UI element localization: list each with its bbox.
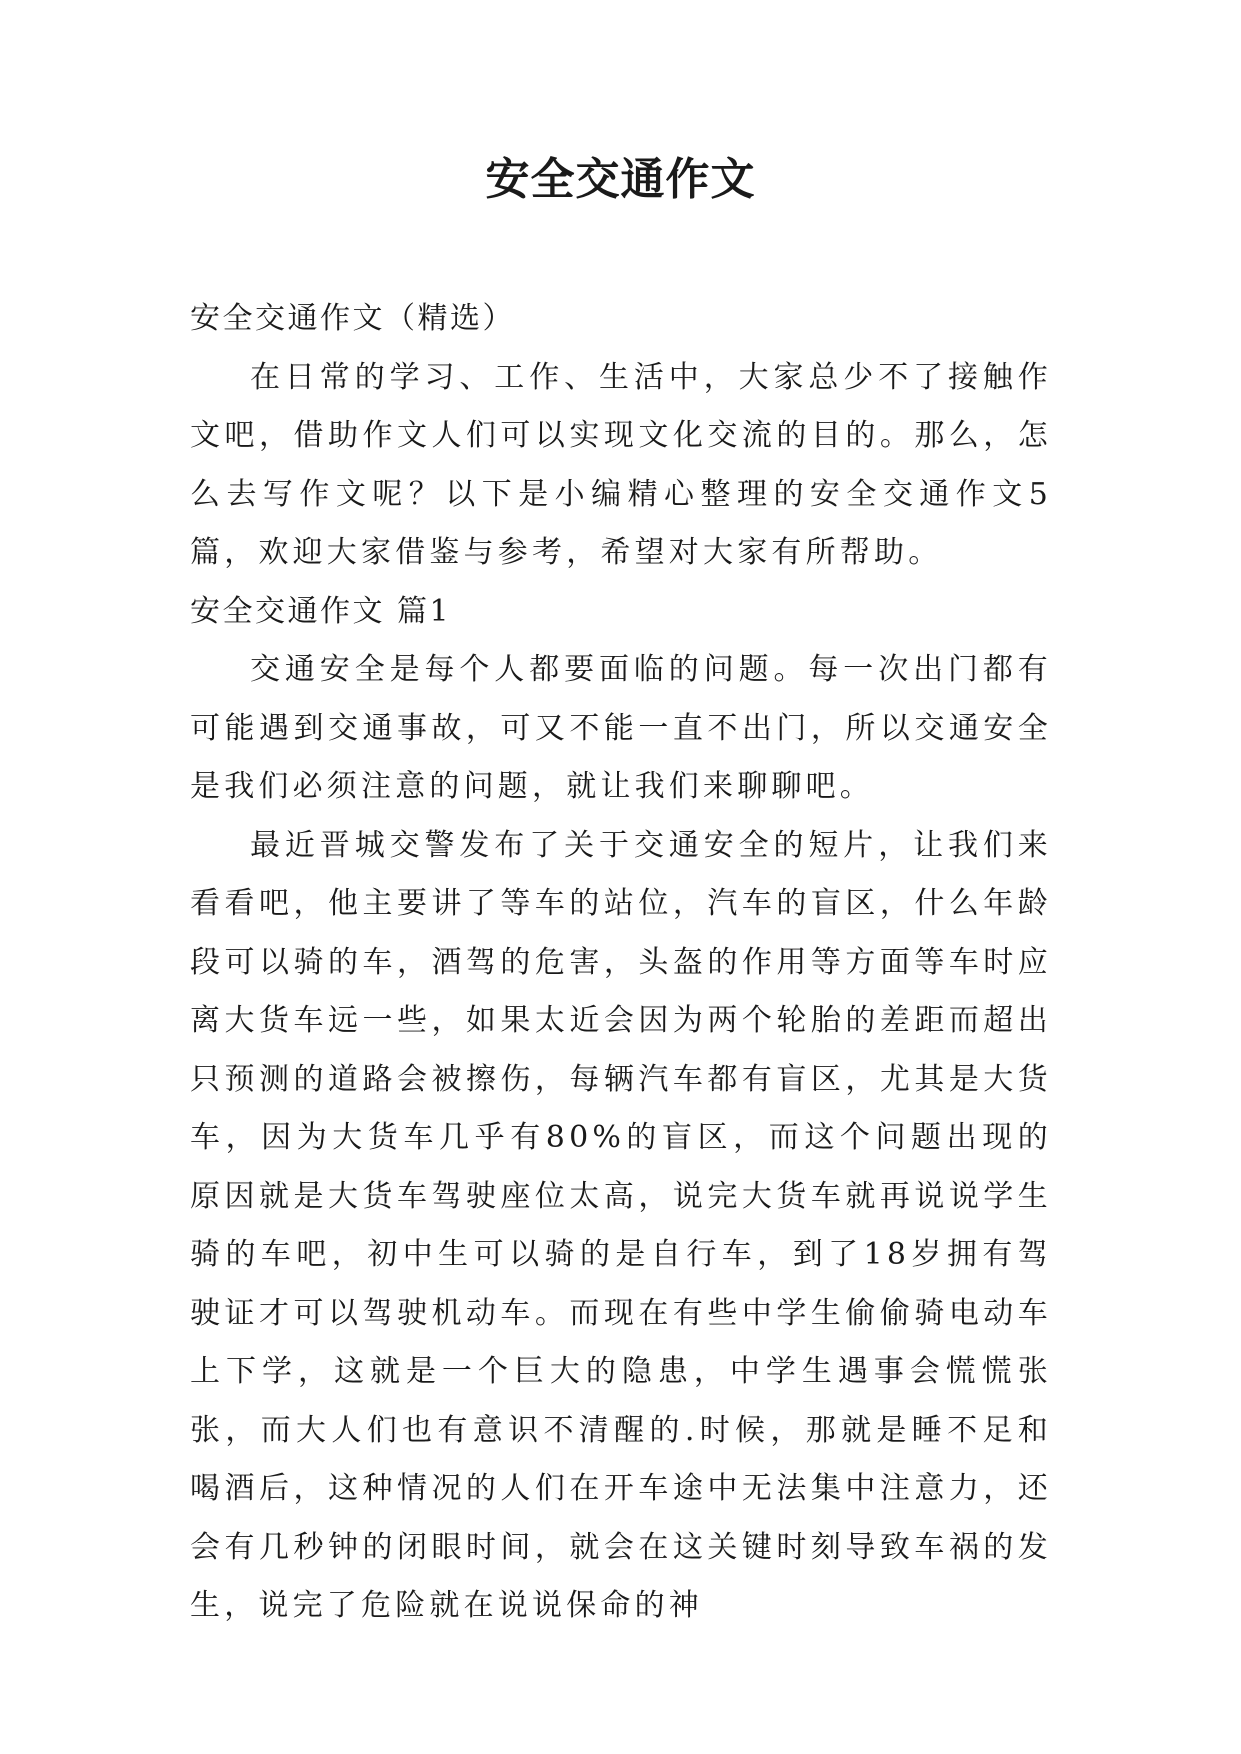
- section-heading: 安全交通作文 篇1: [190, 593, 452, 629]
- intro-paragraph: 在日常的学习、工作、生活中，大家总少不了接触作文吧，借助作文人们可以实现文化交流的目的。那么，怎么去写作文呢？以下是小编精心整理的安全交通作文5篇，欢迎大家借鉴与参考，希望对大家有所帮助。: [190, 359, 1052, 570]
- document-body: [190, 290, 1052, 1636]
- document-title: 安全交通作文: [485, 154, 756, 205]
- body-paragraph: 最近晋城交警发布了关于交通安全的短片，让我们来看看吧，他主要讲了等车的站位，汽车的盲区，什么年龄段可以骑的车，酒驾的危害，头盔的作用等方面等车时应离大货车远一些，如果太近会因为两个轮胎的差距而超出只预测的道路会被擦伤，每辆汽车都有盲区，尤其是大货车，因为大货车几乎有80%的盲区，而这个问题出现的原因就是大货车驾驶座位太高，说完大货车就再说说学生骑的车吧，初中生可以骑的是自行车，到了18岁拥有驾驶证才可以驾驶机动车。而现在有些中学生偷偷骑电动车上下学，这就是一个巨大的隐患，中学生遇事会慌慌张张，而大人们也有意识不清醒的.时候，那就是睡不足和喝酒后，这种情况的人们在开车途中无法集中注意力，还会有几秒钟的闭眼时间，就会在这关键时刻导致车祸的发生，说完了危险就在说说保命的神: [190, 827, 1052, 1623]
- document-subtitle: 安全交通作文（精选）: [190, 301, 515, 336]
- body-paragraph: 交通安全是每个人都要面临的问题。每一次出门都有可能遇到交通事故，可又不能一直不出门，所以交通安全是我们必须注意的问题，就让我们来聊聊吧。: [190, 652, 1052, 804]
